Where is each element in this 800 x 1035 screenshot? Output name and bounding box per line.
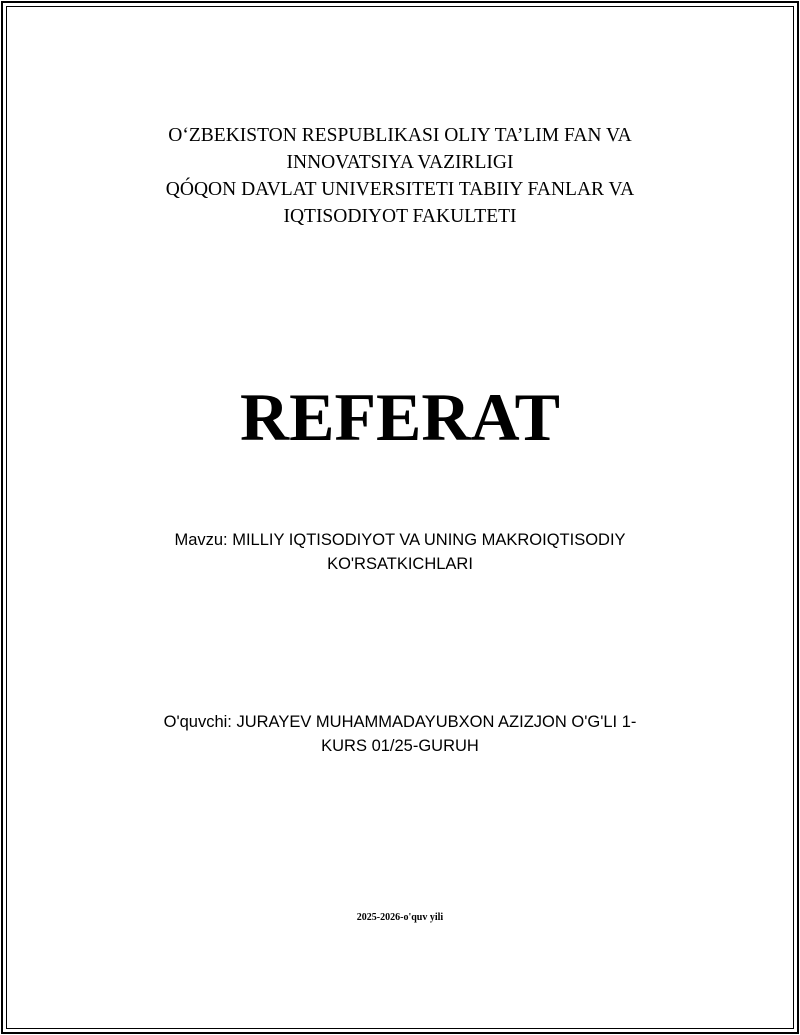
academic-year: 2025-2026-o'quv yili: [356, 912, 444, 923]
document-title: REFERAT: [240, 379, 560, 455]
header-line: INNOVATSIYA VAZIRLIGI: [286, 152, 514, 173]
header-line: O‘ZBEKISTON RESPUBLIKASI OLIY TA’LIM FAN VA: [168, 125, 632, 146]
student-line: O'quvchi: JURAYEV MUHAMMADAYUBXON AZIZJON O'G'LI 1-: [163, 713, 637, 731]
header-line: IQTISODIYOT FAKULTETI: [283, 206, 517, 227]
topic-section: [0, 528, 800, 576]
topic-line: Mavzu: MILLIY IQTISODIYOT VA UNING MAKROIQTISODIY: [174, 531, 626, 549]
ministry-university-header: [0, 122, 800, 230]
topic-line: KO'RSATKICHLARI: [327, 555, 473, 573]
student-section: [0, 710, 800, 758]
header-line: QÓQON DAVLAT UNIVERSITETI TABIIY FANLAR VA: [165, 179, 635, 200]
student-line: KURS 01/25-GURUH: [321, 737, 479, 755]
